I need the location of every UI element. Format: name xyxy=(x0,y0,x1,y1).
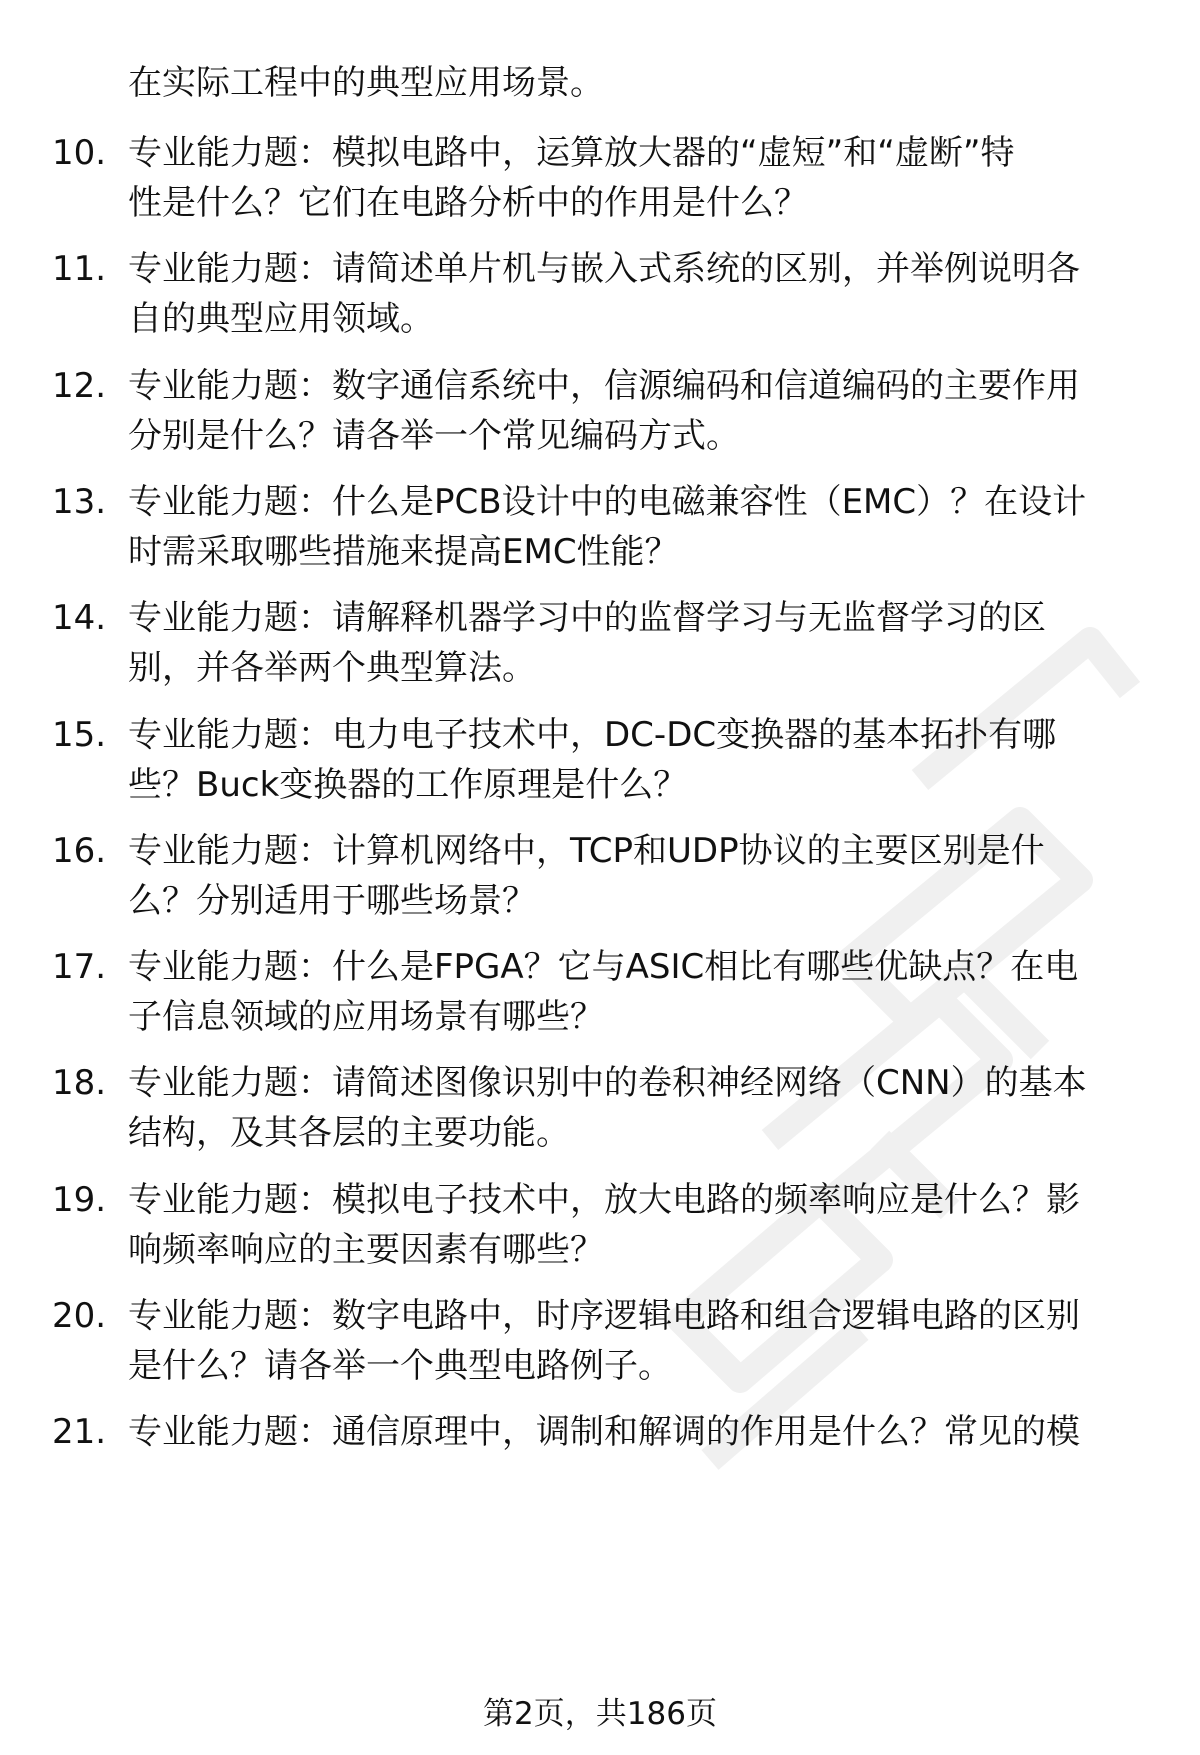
question-text-line: 专业能力题：数字通信系统中，信源编码和信道编码的主要作用 xyxy=(128,365,1080,406)
question-text-line: 专业能力题：请简述图像识别中的卷积神经网络（CNN）的基本 xyxy=(128,1063,1087,1104)
question-number: 13. xyxy=(52,481,107,522)
question-text-line: 些？Buck变换器的工作原理是什么？ xyxy=(128,764,688,805)
question-text-line: 性是什么？它们在电路分析中的作用是什么？ xyxy=(128,183,808,223)
question-text-line: 结构，及其各层的主要功能。 xyxy=(128,1113,570,1154)
question-number: 21. xyxy=(52,1412,107,1453)
question-number: 14. xyxy=(52,598,107,639)
question-text-line: 专业能力题：电力电子技术中，DC-DC变换器的基本拓扑有哪 xyxy=(128,714,1057,755)
question-text xyxy=(128,826,1198,926)
question-text xyxy=(128,361,1198,461)
question-number: 11. xyxy=(52,249,107,290)
continuation-text: 在实际工程中的典型应用场景。 xyxy=(128,63,604,103)
question-number: 18. xyxy=(52,1063,107,1104)
question-text xyxy=(128,710,1198,810)
question-text-line: 专业能力题：什么是PCB设计中的电磁兼容性（EMC）？在设计 xyxy=(128,481,1087,522)
page-footer: 第2页，共186页 xyxy=(483,1696,717,1732)
question-number: 17. xyxy=(52,947,107,988)
question-text xyxy=(128,477,1198,577)
question-number: 19. xyxy=(52,1179,107,1220)
question-text-line: 子信息领域的应用场景有哪些？ xyxy=(128,997,604,1038)
question-text xyxy=(128,1291,1198,1391)
question-text-line: 专业能力题：模拟电路中，运算放大器的“虚短”和“虚断”特 xyxy=(128,133,1015,173)
question-text xyxy=(128,1058,1198,1158)
question-text xyxy=(128,1175,1198,1275)
question-text xyxy=(128,1407,1198,1457)
question-text-line: 专业能力题：请解释机器学习中的监督学习与无监督学习的区 xyxy=(128,598,1046,639)
question-number: 20. xyxy=(52,1296,107,1336)
question-number: 12. xyxy=(52,365,107,406)
question-text-line: 专业能力题：通信原理中，调制和解调的作用是什么？常见的模 xyxy=(128,1412,1080,1453)
question-text-line: 是什么？请各举一个典型电路例子。 xyxy=(128,1346,672,1386)
question-number: 10. xyxy=(52,133,107,173)
question-text-line: 专业能力题：什么是FPGA？它与ASIC相比有哪些优缺点？在电 xyxy=(128,947,1079,988)
question-text xyxy=(128,244,1198,344)
question-text-line: 时需采取哪些措施来提高EMC性能？ xyxy=(128,531,679,572)
question-text-line: 专业能力题：数字电路中，时序逻辑电路和组合逻辑电路的区别 xyxy=(128,1296,1080,1336)
question-text-line: 别，并各举两个典型算法。 xyxy=(128,648,536,689)
question-number: 16. xyxy=(52,830,107,871)
question-number: 15. xyxy=(52,714,107,755)
question-text-line: 专业能力题：请简述单片机与嵌入式系统的区别，并举例说明各 xyxy=(128,249,1080,290)
question-text xyxy=(128,942,1198,1042)
question-text xyxy=(128,593,1198,693)
question-text-line: 自的典型应用领域。 xyxy=(128,299,434,340)
question-text xyxy=(128,128,1198,228)
question-text-line: 专业能力题：模拟电子技术中，放大电路的频率响应是什么？影 xyxy=(128,1179,1080,1220)
question-text-line: 专业能力题：计算机网络中，TCP和UDP协议的主要区别是什 xyxy=(128,830,1045,871)
question-text-line: 么？分别适用于哪些场景？ xyxy=(128,880,536,921)
question-text-line: 分别是什么？请各举一个常见编码方式。 xyxy=(128,415,740,456)
question-text-line: 响频率响应的主要因素有哪些？ xyxy=(128,1229,604,1270)
